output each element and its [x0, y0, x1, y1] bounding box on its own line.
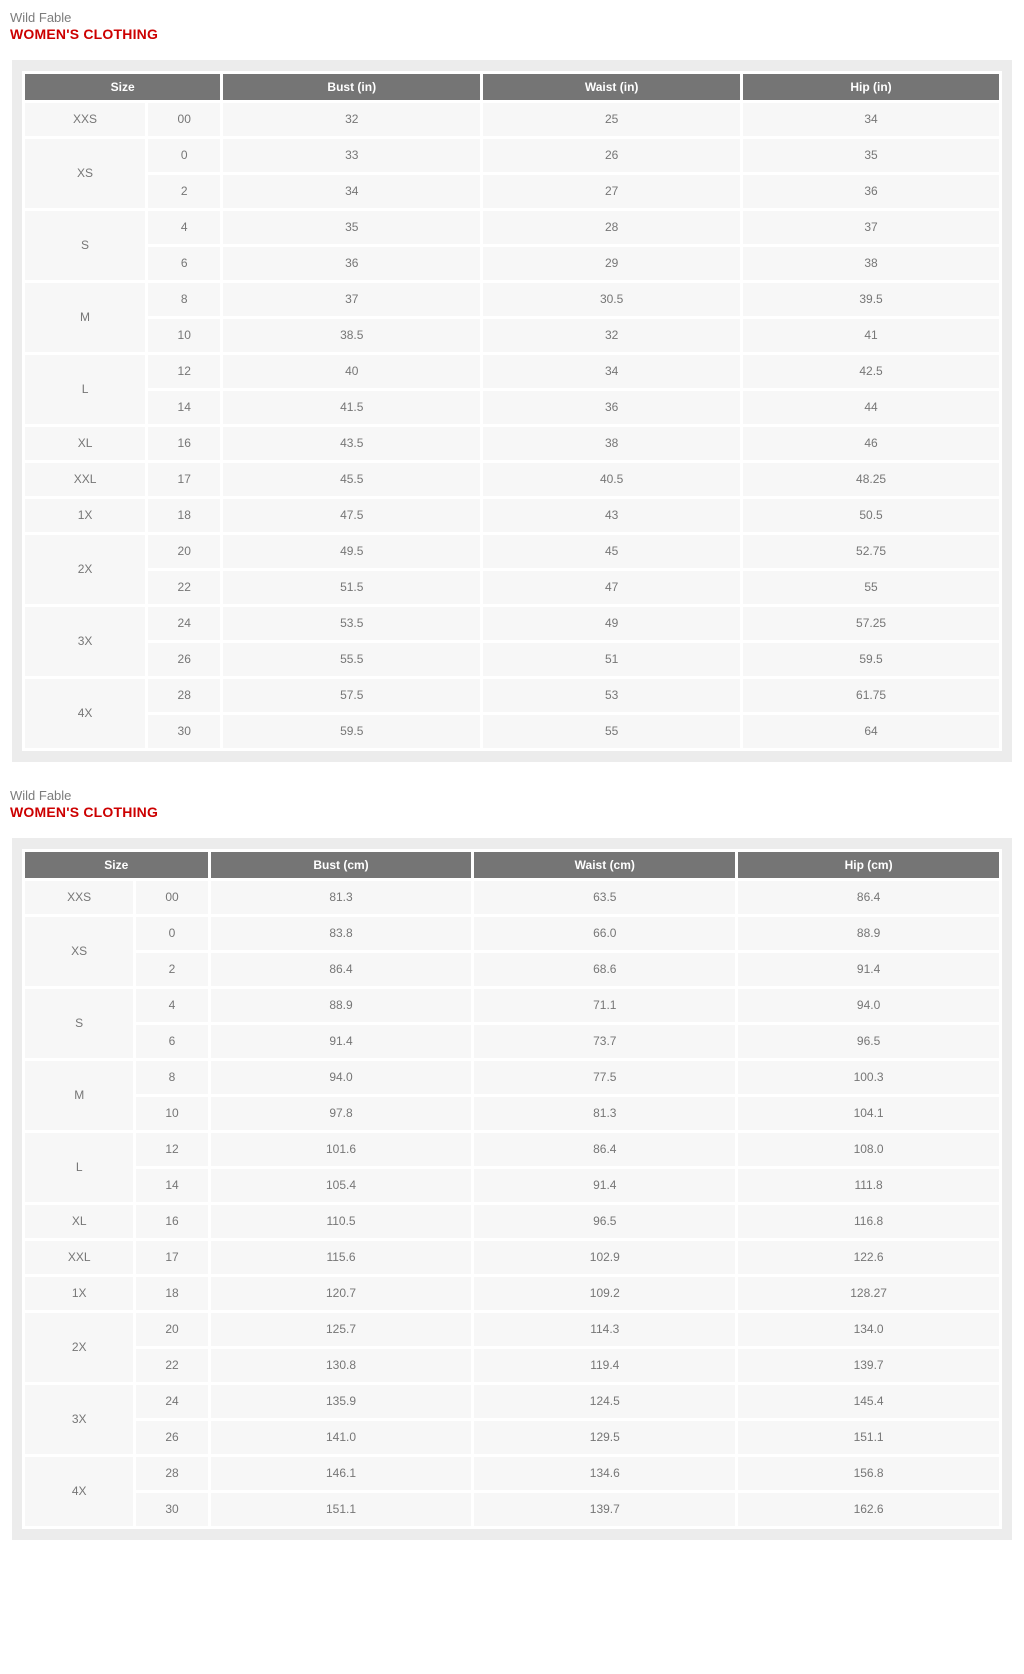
size-number-cell: 00	[147, 101, 222, 137]
size-letter-cell: 2X	[24, 1311, 135, 1383]
table-row	[24, 677, 1001, 713]
waist-cell: 66.0	[473, 915, 737, 951]
bust-cell: 151.1	[209, 1491, 473, 1527]
size-letter-cell: S	[24, 209, 147, 281]
waist-cell: 26	[482, 137, 742, 173]
waist-cell: 40.5	[482, 461, 742, 497]
brand-name: Wild Fable	[10, 10, 72, 25]
hip-cell: 88.9	[737, 915, 1001, 951]
brand-block	[10, 788, 1024, 822]
waist-cell: 49	[482, 605, 742, 641]
waist-cell: 47	[482, 569, 742, 605]
waist-cell: 29	[482, 245, 742, 281]
hip-cell: 57.25	[742, 605, 1001, 641]
table-row	[24, 1347, 1001, 1383]
table-row	[24, 1239, 1001, 1275]
waist-cell: 43	[482, 497, 742, 533]
size-chart-section-inches	[0, 0, 1024, 762]
col-header-hip-in: Hip (in)	[742, 72, 1001, 101]
hip-cell: 44	[742, 389, 1001, 425]
size-number-cell: 0	[135, 915, 209, 951]
size-letter-cell: XS	[24, 915, 135, 987]
size-letter-cell: XXL	[24, 461, 147, 497]
hip-cell: 128.27	[737, 1275, 1001, 1311]
waist-cell: 34	[482, 353, 742, 389]
bust-cell: 135.9	[209, 1383, 473, 1419]
hip-cell: 156.8	[737, 1455, 1001, 1491]
hip-cell: 96.5	[737, 1023, 1001, 1059]
size-number-cell: 17	[147, 461, 222, 497]
waist-cell: 81.3	[473, 1095, 737, 1131]
size-number-cell: 30	[147, 713, 222, 749]
bust-cell: 33	[222, 137, 482, 173]
table-row	[24, 1383, 1001, 1419]
size-letter-cell: M	[24, 281, 147, 353]
bust-cell: 32	[222, 101, 482, 137]
bust-cell: 35	[222, 209, 482, 245]
size-number-cell: 12	[135, 1131, 209, 1167]
size-letter-cell: XS	[24, 137, 147, 209]
hip-cell: 41	[742, 317, 1001, 353]
size-chart-table-cm	[22, 849, 1002, 1529]
waist-cell: 36	[482, 389, 742, 425]
waist-cell: 25	[482, 101, 742, 137]
hip-cell: 151.1	[737, 1419, 1001, 1455]
col-header-hip-cm: Hip (cm)	[737, 850, 1001, 879]
col-header-size: Size	[24, 850, 210, 879]
hip-cell: 162.6	[737, 1491, 1001, 1527]
bust-cell: 59.5	[222, 713, 482, 749]
waist-cell: 73.7	[473, 1023, 737, 1059]
size-number-cell: 2	[147, 173, 222, 209]
size-chart-inches-container	[12, 60, 1012, 762]
waist-cell: 30.5	[482, 281, 742, 317]
bust-cell: 88.9	[209, 987, 473, 1023]
bust-cell: 51.5	[222, 569, 482, 605]
hip-cell: 122.6	[737, 1239, 1001, 1275]
bust-cell: 130.8	[209, 1347, 473, 1383]
hip-cell: 145.4	[737, 1383, 1001, 1419]
size-letter-cell: XXS	[24, 101, 147, 137]
size-number-cell: 6	[135, 1023, 209, 1059]
bust-cell: 141.0	[209, 1419, 473, 1455]
col-header-bust-cm: Bust (cm)	[209, 850, 473, 879]
bust-cell: 91.4	[209, 1023, 473, 1059]
size-number-cell: 6	[147, 245, 222, 281]
size-number-cell: 14	[147, 389, 222, 425]
bust-cell: 86.4	[209, 951, 473, 987]
table-row	[24, 1167, 1001, 1203]
waist-cell: 51	[482, 641, 742, 677]
size-letter-cell: M	[24, 1059, 135, 1131]
hip-cell: 36	[742, 173, 1001, 209]
waist-cell: 53	[482, 677, 742, 713]
size-number-cell: 18	[147, 497, 222, 533]
brand-block	[10, 10, 1024, 44]
table-row	[24, 533, 1001, 569]
bust-cell: 110.5	[209, 1203, 473, 1239]
waist-cell: 102.9	[473, 1239, 737, 1275]
waist-cell: 134.6	[473, 1455, 737, 1491]
header-row	[24, 72, 1001, 101]
table-row	[24, 281, 1001, 317]
size-number-cell: 18	[135, 1275, 209, 1311]
table-row	[24, 951, 1001, 987]
size-number-cell: 10	[135, 1095, 209, 1131]
category-title: WOMEN'S CLOTHING	[10, 804, 159, 820]
size-number-cell: 00	[135, 879, 209, 915]
table-row	[24, 389, 1001, 425]
size-number-cell: 12	[147, 353, 222, 389]
table-row	[24, 317, 1001, 353]
size-letter-cell: 3X	[24, 605, 147, 677]
size-letter-cell: L	[24, 353, 147, 425]
table-row	[24, 1455, 1001, 1491]
size-number-cell: 17	[135, 1239, 209, 1275]
col-header-waist-in: Waist (in)	[482, 72, 742, 101]
bust-cell: 105.4	[209, 1167, 473, 1203]
hip-cell: 38	[742, 245, 1001, 281]
hip-cell: 134.0	[737, 1311, 1001, 1347]
hip-cell: 104.1	[737, 1095, 1001, 1131]
table-row	[24, 915, 1001, 951]
bust-cell: 57.5	[222, 677, 482, 713]
waist-cell: 109.2	[473, 1275, 737, 1311]
hip-cell: 64	[742, 713, 1001, 749]
hip-cell: 139.7	[737, 1347, 1001, 1383]
size-number-cell: 8	[147, 281, 222, 317]
size-number-cell: 4	[147, 209, 222, 245]
table-row	[24, 987, 1001, 1023]
size-number-cell: 26	[135, 1419, 209, 1455]
bust-cell: 43.5	[222, 425, 482, 461]
table-row	[24, 879, 1001, 915]
waist-cell: 38	[482, 425, 742, 461]
waist-cell: 114.3	[473, 1311, 737, 1347]
waist-cell: 129.5	[473, 1419, 737, 1455]
table-row	[24, 245, 1001, 281]
table-row	[24, 569, 1001, 605]
hip-cell: 61.75	[742, 677, 1001, 713]
col-header-waist-cm: Waist (cm)	[473, 850, 737, 879]
size-number-cell: 10	[147, 317, 222, 353]
size-chart-cm-container	[12, 838, 1012, 1540]
hip-cell: 39.5	[742, 281, 1001, 317]
waist-cell: 139.7	[473, 1491, 737, 1527]
size-number-cell: 26	[147, 641, 222, 677]
size-letter-cell: 1X	[24, 497, 147, 533]
table-row	[24, 425, 1001, 461]
size-number-cell: 16	[135, 1203, 209, 1239]
table-row	[24, 1491, 1001, 1527]
hip-cell: 59.5	[742, 641, 1001, 677]
table-row	[24, 209, 1001, 245]
bust-cell: 49.5	[222, 533, 482, 569]
table-row	[24, 1023, 1001, 1059]
hip-cell: 50.5	[742, 497, 1001, 533]
table-row	[24, 173, 1001, 209]
table-row	[24, 137, 1001, 173]
bust-cell: 120.7	[209, 1275, 473, 1311]
hip-cell: 94.0	[737, 987, 1001, 1023]
hip-cell: 116.8	[737, 1203, 1001, 1239]
hip-cell: 46	[742, 425, 1001, 461]
hip-cell: 55	[742, 569, 1001, 605]
bust-cell: 36	[222, 245, 482, 281]
size-number-cell: 4	[135, 987, 209, 1023]
size-number-cell: 20	[135, 1311, 209, 1347]
size-number-cell: 28	[147, 677, 222, 713]
col-header-bust-in: Bust (in)	[222, 72, 482, 101]
waist-cell: 45	[482, 533, 742, 569]
table-row	[24, 461, 1001, 497]
size-number-cell: 2	[135, 951, 209, 987]
bust-cell: 37	[222, 281, 482, 317]
hip-cell: 52.75	[742, 533, 1001, 569]
size-letter-cell: XXS	[24, 879, 135, 915]
table-row	[24, 713, 1001, 749]
table-row	[24, 353, 1001, 389]
size-number-cell: 30	[135, 1491, 209, 1527]
bust-cell: 125.7	[209, 1311, 473, 1347]
waist-cell: 55	[482, 713, 742, 749]
table-row	[24, 1311, 1001, 1347]
bust-cell: 38.5	[222, 317, 482, 353]
waist-cell: 91.4	[473, 1167, 737, 1203]
header-row	[24, 850, 1001, 879]
bust-cell: 41.5	[222, 389, 482, 425]
col-header-size: Size	[24, 72, 222, 101]
table-row	[24, 1419, 1001, 1455]
bust-cell: 81.3	[209, 879, 473, 915]
table-row	[24, 641, 1001, 677]
hip-cell: 42.5	[742, 353, 1001, 389]
waist-cell: 71.1	[473, 987, 737, 1023]
waist-cell: 124.5	[473, 1383, 737, 1419]
table-row	[24, 605, 1001, 641]
waist-cell: 28	[482, 209, 742, 245]
size-number-cell: 28	[135, 1455, 209, 1491]
size-number-cell: 24	[147, 605, 222, 641]
waist-cell: 27	[482, 173, 742, 209]
hip-cell: 35	[742, 137, 1001, 173]
waist-cell: 68.6	[473, 951, 737, 987]
bust-cell: 40	[222, 353, 482, 389]
bust-cell: 55.5	[222, 641, 482, 677]
size-number-cell: 14	[135, 1167, 209, 1203]
size-number-cell: 0	[147, 137, 222, 173]
brand-name: Wild Fable	[10, 787, 72, 803]
waist-cell: 96.5	[473, 1203, 737, 1239]
size-letter-cell: L	[24, 1131, 135, 1203]
size-number-cell: 22	[135, 1347, 209, 1383]
waist-cell: 86.4	[473, 1131, 737, 1167]
bust-cell: 53.5	[222, 605, 482, 641]
hip-cell: 34	[742, 101, 1001, 137]
size-letter-cell: 3X	[24, 1383, 135, 1455]
size-letter-cell: XXL	[24, 1239, 135, 1275]
hip-cell: 86.4	[737, 879, 1001, 915]
table-row	[24, 101, 1001, 137]
size-number-cell: 24	[135, 1383, 209, 1419]
bust-cell: 97.8	[209, 1095, 473, 1131]
table-row	[24, 497, 1001, 533]
size-letter-cell: 4X	[24, 1455, 135, 1527]
category-title: WOMEN'S CLOTHING	[10, 26, 159, 43]
table-row	[24, 1131, 1001, 1167]
size-number-cell: 22	[147, 569, 222, 605]
waist-cell: 77.5	[473, 1059, 737, 1095]
bust-cell: 101.6	[209, 1131, 473, 1167]
bust-cell: 47.5	[222, 497, 482, 533]
size-number-cell: 20	[147, 533, 222, 569]
hip-cell: 111.8	[737, 1167, 1001, 1203]
size-letter-cell: XL	[24, 425, 147, 461]
bust-cell: 45.5	[222, 461, 482, 497]
bust-cell: 83.8	[209, 915, 473, 951]
size-number-cell: 8	[135, 1059, 209, 1095]
bust-cell: 34	[222, 173, 482, 209]
hip-cell: 108.0	[737, 1131, 1001, 1167]
bust-cell: 146.1	[209, 1455, 473, 1491]
hip-cell: 48.25	[742, 461, 1001, 497]
size-letter-cell: 2X	[24, 533, 147, 605]
hip-cell: 91.4	[737, 951, 1001, 987]
waist-cell: 119.4	[473, 1347, 737, 1383]
size-chart-section-cm	[0, 762, 1024, 1540]
hip-cell: 37	[742, 209, 1001, 245]
size-number-cell: 16	[147, 425, 222, 461]
table-row	[24, 1203, 1001, 1239]
bust-cell: 115.6	[209, 1239, 473, 1275]
bust-cell: 94.0	[209, 1059, 473, 1095]
size-letter-cell: 4X	[24, 677, 147, 749]
table-row	[24, 1095, 1001, 1131]
size-letter-cell: XL	[24, 1203, 135, 1239]
size-chart-table-inches	[22, 71, 1002, 751]
waist-cell: 63.5	[473, 879, 737, 915]
size-letter-cell: 1X	[24, 1275, 135, 1311]
table-row	[24, 1275, 1001, 1311]
table-row	[24, 1059, 1001, 1095]
waist-cell: 32	[482, 317, 742, 353]
size-letter-cell: S	[24, 987, 135, 1059]
hip-cell: 100.3	[737, 1059, 1001, 1095]
